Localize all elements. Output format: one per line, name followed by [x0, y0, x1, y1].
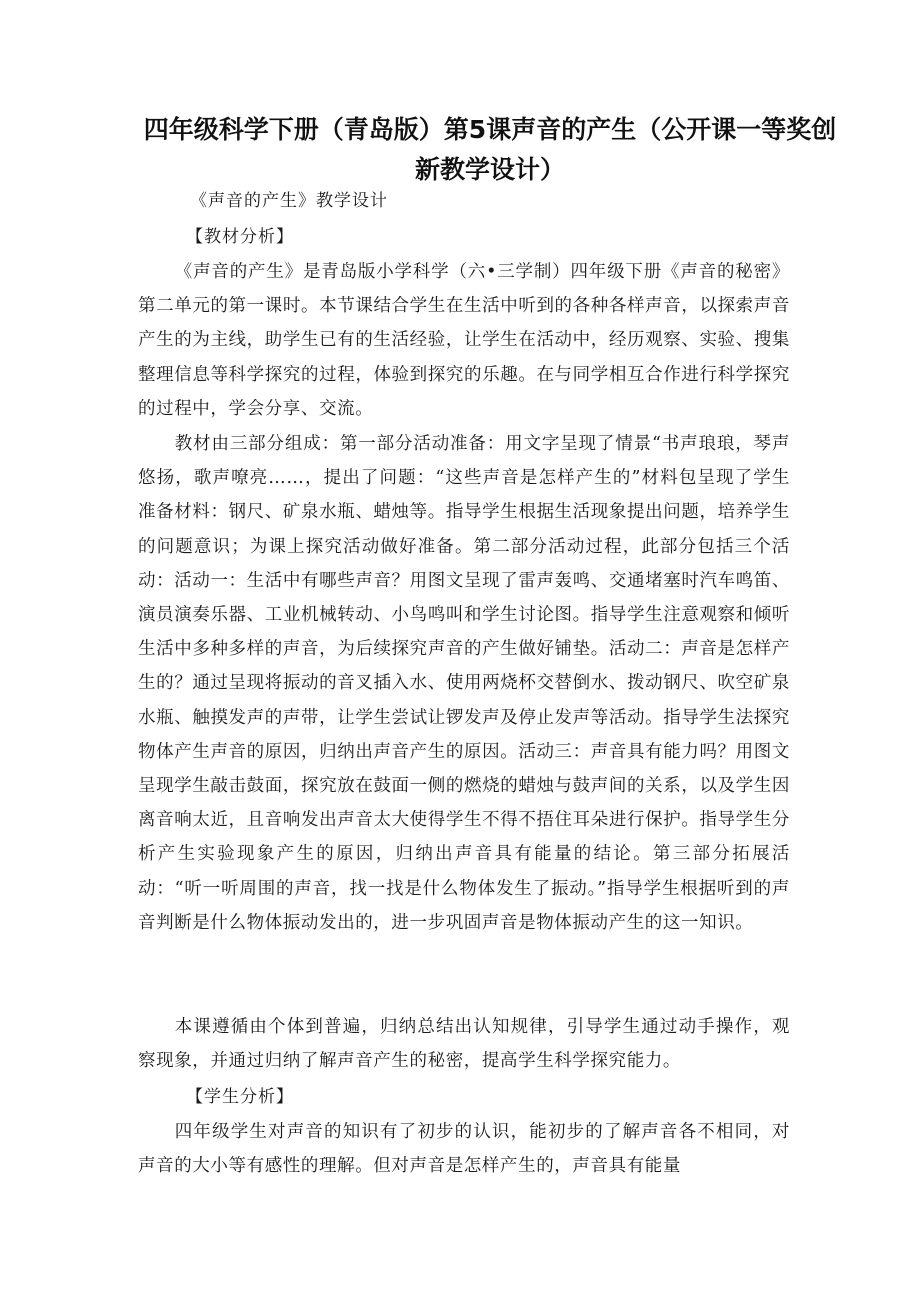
- document-subtitle: 《声音的产生》教学设计: [190, 191, 388, 211]
- section-heading-student-analysis: 【学生分析】: [186, 1087, 294, 1107]
- paragraph-textbook-structure: 教材由三部分组成：第一部分活动准备：用文字呈现了情景“书声琅琅，琴声悠扬，歌声嘹亮……，提出了问题：“这些声音是怎样产生的”材料包呈现了学生准备材料：钢尺、矿泉水瓶、蜡烛等。指导学生根据生活现象提出问题，培养学生的问题意识；为课上探究活动做好准备。第二部分活动过程，此部分包括三个活动：活动一：生活中有哪些声音？用图文呈现了雷声轰鸣、交通堵塞时汽车鸣笛、演员演奏乐器、工业机械转动、小鸟鸣叫和学生讨论图。指导学生注意观察和倾听生活中多种多样的声音，为后续探究声音的产生做好铺垫。活动二：声音是怎样产生的？通过呈现将振动的音叉插入水、使用两烧杯交替倒水、拨动钢尺、吹空矿泉水瓶、触摸发声的声带，让学生尝试让锣发声及停止发声等活动。指导学生法探究物体产生声音的原因，归纳出声音产生的原因。活动三：声音具有能力吗？用图文呈现学生敲击鼓面，探究放在鼓面一侧的燃烧的蜡烛与鼓声间的关系，以及学生因离音响太近，且音响发出声音太大使得学生不得不捂住耳朵进行保护。指导学生分析产生实验现象产生的原因，归纳出声音具有能量的结论。第三部分拓展活动：“听一听周围的声音，找一找是什么物体发生了振动。”指导学生根据听到的声音判断是什么物体振动发出的，进一步巩固声音是物体振动产生的这一知识。: [138, 434, 790, 933]
- section-heading-textbook-analysis: 【教材分析】: [186, 227, 294, 247]
- paragraph-textbook-intro: 《声音的产生》是青岛版小学科学（六•三学制）四年级下册《声音的秘密》第二单元的第一课时。本节课结合学生在生活中听到的各种各样声音，以探索声音产生的为主线，助学生已有的生活经验，让学生在活动中，经历观察、实验、搜集整理信息等科学探究的过程，体验到探究的乐趣。在与同学相互合作进行科学探究的过程中，学会分享、交流。: [138, 262, 790, 419]
- paragraph-lesson-principle: 本课遵循由个体到普遍，归纳总结出认知规律，引导学生通过动手操作，观察现象，并通过归纳了解声音产生的秘密，提高学生科学探究能力。: [138, 1017, 790, 1072]
- document-title: 四年级科学下册（青岛版）第5课声音的产生（公开课一等奖创新教学设计）: [143, 115, 837, 184]
- paragraph-student-analysis: 四年级学生对声音的知识有了初步的认识，能初步的了解声音各不相同，对声音的大小等有感性的理解。但对声音是怎样产生的，声音具有能量: [138, 1122, 790, 1177]
